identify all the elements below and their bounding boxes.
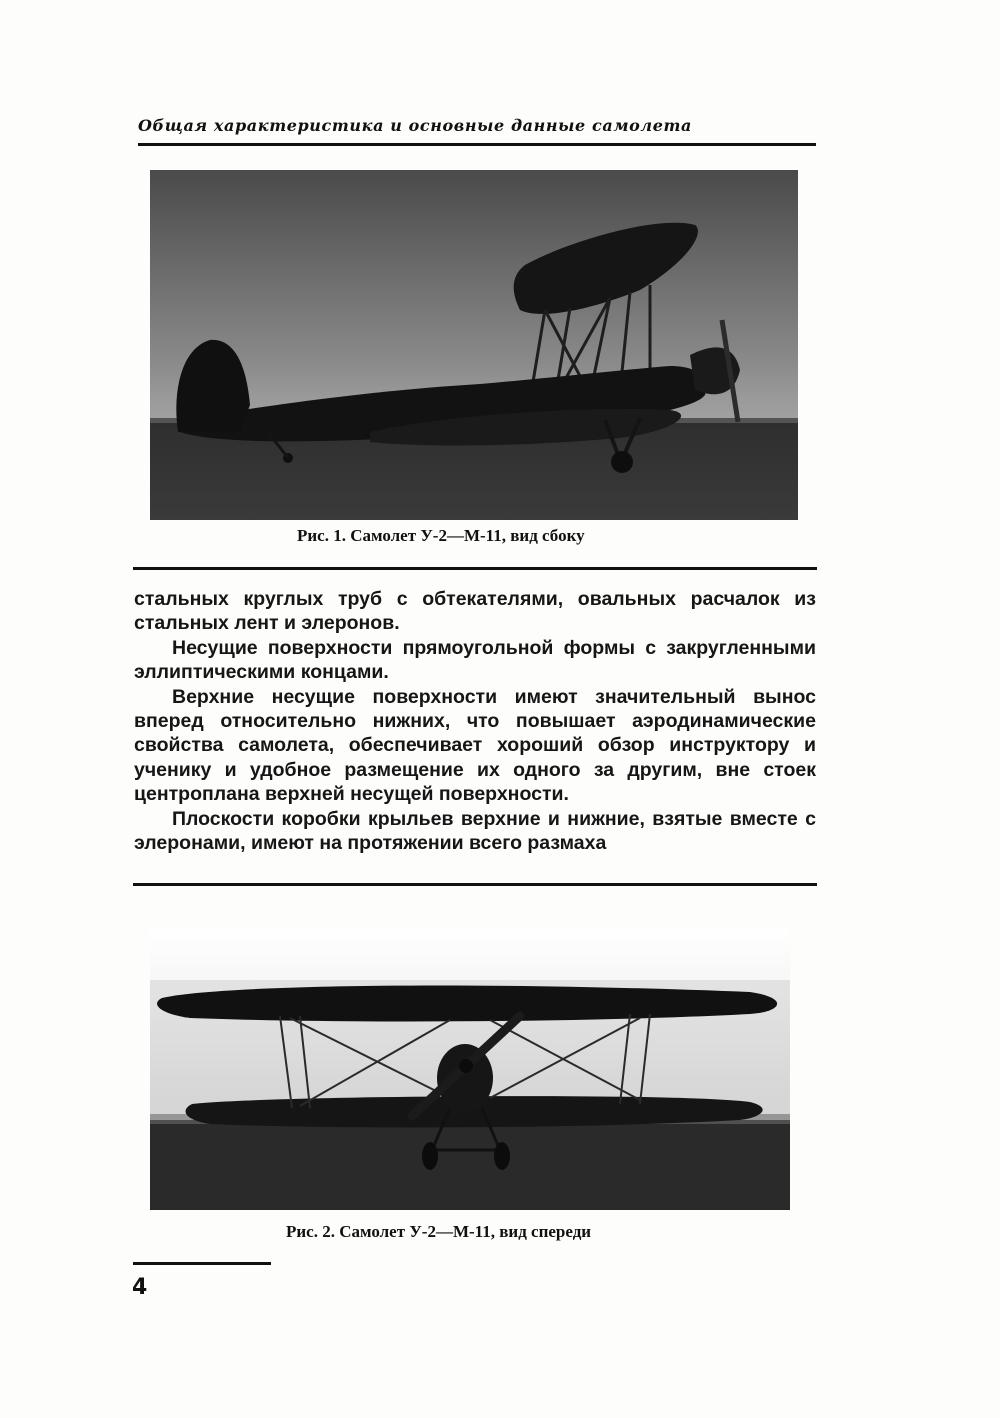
biplane-front-view-image: [150, 928, 790, 1210]
figure-2-caption: Рис. 2. Самолет У-2—М-11, вид спереди: [286, 1222, 592, 1241]
paragraph: Несущие поверхности прямоугольной формы с закругленными эллиптическими концами.: [134, 636, 816, 684]
figure-1-caption: Рис. 1. Самолет У-2—М-11, вид сбоку: [297, 526, 585, 545]
folio-rule: [133, 1262, 271, 1265]
biplane-side-view-image: [150, 170, 798, 520]
caption-rule: [133, 567, 817, 570]
body-text: [134, 587, 816, 855]
page-number: 4: [132, 1275, 148, 1300]
running-header: Общая характеристика и основные данные самолета: [138, 116, 692, 135]
header-rule: [138, 143, 816, 146]
figure-1-photo: [150, 170, 798, 520]
paragraph: Верхние несущие поверхности имеют значительный вынос вперед относительно нижних, что повышает аэродинамические свойства самолета, обеспечивает хороший обзор инструктору и ученику и удобное размещение их одного за другим, вне стоек центроплана верхней несущей поверхности.: [134, 685, 816, 806]
figure-2-photo: [150, 928, 790, 1210]
text-bottom-rule: [133, 883, 817, 886]
paragraph: Плоскости коробки крыльев верхние и нижние, взятые вместе с элеронами, имеют на протяжении всего размаха: [134, 807, 816, 855]
paragraph: стальных круглых труб с обтекателями, овальных расчалок из стальных лент и элеронов.: [134, 588, 816, 635]
